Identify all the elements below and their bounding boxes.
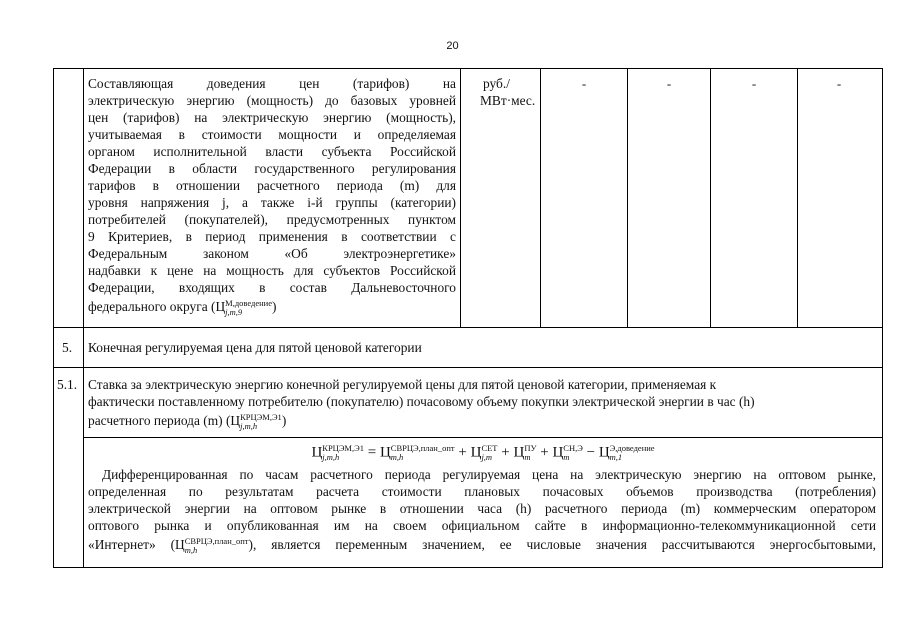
- value-cell: -: [836, 76, 842, 91]
- description-line: Федерации в области государственного регулирования: [88, 161, 456, 176]
- number-column-divider: [83, 68, 84, 568]
- formula-divider: [83, 437, 883, 438]
- symbol-superscript: КРЦЭМ,Э1: [240, 411, 282, 422]
- description-text: ): [272, 299, 277, 314]
- formula-operator: +: [540, 444, 549, 461]
- page-number: 20: [446, 40, 459, 52]
- component-description: [88, 75, 456, 317]
- formula-superscript: ПУ: [524, 443, 537, 453]
- formula-operator: =: [367, 444, 377, 461]
- formula-symbol: Ц: [598, 444, 610, 461]
- rate-text: расчетного периода (m) (Ц: [88, 413, 241, 428]
- description-line: потребителей (покупателей), предусмотренных пунктом: [88, 212, 456, 227]
- description-line: учитываемая в стоимости мощности и определяемая: [88, 127, 456, 142]
- unit-column-divider: [540, 68, 541, 328]
- paragraph-line: оптового рынка и опубликованная им на своем официальном сайте в информационно-телекоммуникационной сети: [88, 518, 876, 533]
- formula-superscript: СЕТ: [481, 443, 498, 453]
- description-last-line: [88, 298, 456, 317]
- formula-symbol: Ц: [552, 444, 564, 461]
- rate-line: [88, 412, 878, 431]
- unit-line: руб./: [483, 76, 510, 91]
- description-line: цен (тарифов) на электрическую энергию (мощность),: [88, 110, 456, 125]
- row-divider: [53, 367, 883, 368]
- description-text: федерального округа (Ц: [88, 299, 226, 314]
- formula-superscript: Э,доведение: [609, 443, 655, 453]
- formula-subscript: j,m: [481, 452, 493, 462]
- section-heading: Конечная регулируемая цена для пятой ценовой категории: [88, 340, 422, 355]
- row-number: 5.: [62, 340, 73, 355]
- formula-subscript: j,m,h: [322, 452, 340, 462]
- paragraph-line: Дифференцированная по часам расчетного периода регулируемая цена на электрическую энергию на оптовом рынке,: [102, 467, 876, 482]
- formula-symbol: Ц: [379, 444, 391, 461]
- row-divider: [53, 327, 883, 328]
- paragraph-line: электрической энергии на оптовом рынке в отношении часа (h) расчетного периода (m) коммерческим оператором: [88, 501, 876, 516]
- rate-text: ): [281, 413, 287, 428]
- description-line: тарифов в отношении расчетного периода (m) для: [88, 178, 456, 193]
- description-line: электрическую энергию (мощность) до базовых уровней: [88, 93, 456, 108]
- rate-line: Ставка за электрическую энергию конечной регулируемой цены для пятой ценовой категории, применяемая к: [88, 377, 717, 392]
- price-formula: [253, 444, 713, 462]
- paragraph-text: ), является переменным значением, ее числовые значения рассчитываются энергосбытовыми,: [248, 537, 877, 552]
- description-line: Составляющая доведения цен (тарифов) на: [88, 76, 456, 91]
- description-line: Федерации, входящих в состав Дальневосточного: [88, 280, 456, 295]
- description-line: 9 Критериев, в период применения в соответствии с: [88, 229, 456, 244]
- formula-superscript: СН,Э: [563, 443, 583, 453]
- symbol-subscript: j,m,h: [240, 420, 258, 431]
- value-column-divider: [627, 68, 628, 328]
- formula-subscript: m: [563, 452, 570, 462]
- symbol-subscript: j,m,9: [225, 306, 243, 317]
- paragraph-line: [88, 536, 876, 555]
- value-column-divider: [797, 68, 798, 328]
- formula-operator: +: [501, 444, 510, 461]
- symbol-superscript: М,доведение: [225, 297, 272, 308]
- formula-symbol: Ц: [470, 444, 482, 461]
- value-cell: -: [751, 76, 757, 91]
- formula-superscript: КРЦЭМ,Э1: [322, 443, 364, 453]
- value-cell: -: [581, 76, 587, 91]
- formula-subscript: m: [524, 452, 531, 462]
- row-number: 5.1.: [57, 377, 78, 392]
- symbol-subscript: m,h: [184, 544, 198, 555]
- formula-operator: +: [458, 444, 467, 461]
- rate-line: фактически поставленному потребителю (покупателю) почасовому объему покупки электрической энергии в час (h): [88, 394, 755, 409]
- unit-cell: [480, 75, 540, 109]
- paragraph-text: «Интернет» (Ц: [88, 537, 185, 552]
- paragraph-line: определенная по результатам расчета стоимости плановых почасовых объемов производства (потребления): [88, 484, 876, 499]
- value-column-divider: [710, 68, 711, 328]
- explanatory-paragraph: [88, 466, 876, 555]
- description-line: надбавки к цене на мощность для субъектов Российской: [88, 263, 456, 278]
- formula-symbol: Ц: [311, 444, 323, 461]
- rate-description: [88, 376, 878, 431]
- formula-operator: −: [586, 444, 596, 461]
- symbol-superscript: СВРЦЭ,план_опт: [184, 535, 249, 546]
- unit-line: МВт·мес.: [480, 93, 536, 108]
- value-cell: -: [666, 76, 672, 91]
- formula-superscript: СВРЦЭ,план_опт: [390, 443, 455, 453]
- formula-subscript: m,h: [390, 452, 404, 462]
- description-column-divider: [460, 68, 461, 328]
- formula-symbol: Ц: [513, 444, 525, 461]
- description-line: органом исполнительной власти субъекта Российской: [88, 144, 456, 159]
- description-line: Федеральным законом «Об электроэнергетике»: [88, 246, 456, 261]
- description-line: уровня напряжения j, а также i-й группы (категории): [88, 195, 456, 210]
- formula-subscript: m,1: [609, 452, 623, 462]
